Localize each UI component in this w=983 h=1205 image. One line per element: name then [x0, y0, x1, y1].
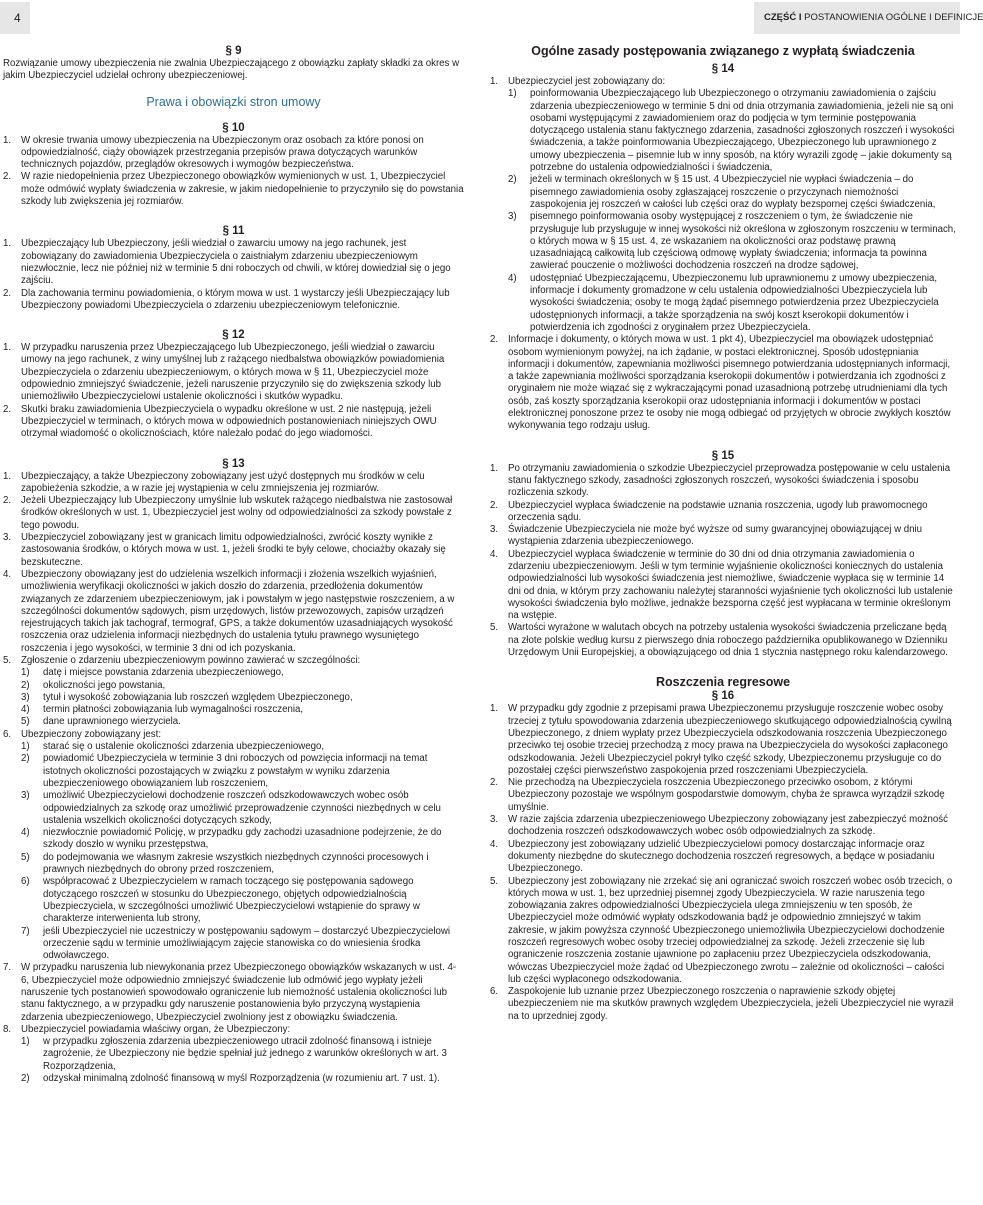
item-text: Ubezpieczyciel wypłaca świadczenie w terminie do 30 dni od dnia otrzymania zawiadomienia o zdarzeniu ubezpieczeniowym. Jeśli w tym terminie wyjaśnienie okoliczności koniecznych do ustalenia odpowiedzialności lub wysokości świadczenia jest niemożliwe, świadczenie wypłaca się w terminie 14 dni od dnia, w którym przy zachowaniu należytej staranności wyjaśnienie tych okoliczności lub ustalenie wysokości świadczenia było możliwe, jednakże bezsporna część jest wypłacana w terminie określonym na wstępie.	[508, 548, 953, 622]
section-13-item-5-sub-3: 3) tytuł i wysokość zobowiązania lub roszczeń względem Ubezpieczonego,	[21, 691, 353, 703]
section-13-item-7: 7. W przypadku naruszenia lub niewykonania przez Ubezpieczonego obowiązków wskazanych w ust. 4-6, Ubezpieczyciel może odpowiednio zmniejszyć świadczenie lub odmówić jego wypłaty jeżeli naruszenie tych postanowień spowodowało ograniczenie lub niemożność ustalenia okoliczności lub stanu faktycznego, a w przypadku gdy naruszenie postanowienia było przyczyną wystąpienia zdarzenia ubezpieczeniowego, Ubezpieczyciel zwolniony jest z obowiązku świadczenia.	[3, 962, 457, 1023]
section-15-title: § 15	[711, 449, 735, 462]
section-16-item-3: 3. W razie zajścia zdarzenia ubezpieczeniowego Ubezpieczony zobowiązany jest zabezpieczyć możność dochodzenia roszczeń odszkodowawczych wobec osób odpowiedzialnych za szkodę.	[490, 814, 948, 838]
item-text: Ubezpieczyciel wypłaca świadczenie na podstawie uznania roszczenia, ugody lub prawomocnego orzeczenia sądu.	[508, 499, 928, 523]
subitem-text: współpracować z Ubezpieczycielem w ramach toczącego się postępowania sądowego dotyczącego roszczeń w stosunku do Ubezpieczonego, objętych odpowiedzialnością Ubezpieczyciela, w szczególności umożliwić Ubezpieczycielowi wstąpienie do sprawy w charakterze interwenienta lub strony,	[43, 876, 420, 925]
section-13-item-6: 6. Ubezpieczony zobowiązany jest:	[3, 728, 162, 740]
subitem-text: odzyskał minimalną zdolność finansową w myśl Rozporządzenia (w rozumieniu art. 7 ust. 1).	[43, 1073, 440, 1085]
item-text: W przypadku naruszenia przez Ubezpieczającego lub Ubezpieczonego, jeśli wiedział o zawarciu umowy na jego rachunek, z winy umyślnej lub z rażącego niedbalstwa obowiązków powiadomienia Ubezpieczyciela o zdarzeniu ubezpieczeniowym, o których mowa w § 11, Ubezpieczyciel może odpowiednio zmniejszyć świadczenie, jeżeli naruszenie przyczyniło się do zwiększenia szkody lub uniemożliwiło Ubezpieczycielowi ustalenie okoliczności i skutków wypadku.	[21, 342, 445, 403]
section-13-title: § 13	[222, 457, 245, 470]
section-11-title: § 11	[222, 225, 245, 238]
section-16-item-2: 2. Nie przechodzą na Ubezpieczyciela roszczenia Ubezpieczonego przeciwko osobom, z którymi Ubezpieczony pozostaje we wspólnym gospodarstwie domowym, chyba że sprawca wyrządził szkodę umyślnie.	[490, 777, 945, 813]
subitem-text: udostępniać Ubezpieczającemu, Ubezpieczonemu lub uprawnionemu z umowy ubezpieczenia, informacje i dokumenty gromadzone w celu ustalenia odpowiedzialności Ubezpieczyciela lub wysokości świadczenia; osoby te mogą żądać pisemnego potwierdzenia przez Ubezpieczyciela udostępnionych informacji, a także sporządzenia na swój koszt kserokopii dokumentów i potwierdzenia ich zgodności z oryginałem przez Ubezpieczyciela.	[530, 272, 939, 333]
item-text: Informacje i dokumenty, o których mowa w ust. 1 pkt 4), Ubezpieczyciel ma obowiązek udostępniać osobom wymienionym powyżej, na ich żądanie, w postaci elektronicznej. Sposób udostępniania informacji i dokumentów, zapewniania możliwości pisemnego potwierdzania udostępnianych informacji, a także zapewniania możliwości sporządzania kserokopii dokumentów i potwierdzania ich zgodności z oryginałem nie może wiązać się z wykraczającymi ponad uzasadnioną potrzebę utrudnieniami dla tych osób, zaś koszty sporządzania kserokopii oraz udostępniania informacji i dokumentów w postaci elektronicznej ponoszone przez te osoby nie mogą odbiegać od przyjętych w obrocie zwykłych kosztów wykonywania tego rodzaju usług.	[508, 334, 951, 432]
item-text: W przypadku gdy zgodnie z przepisami prawa Ubezpieczonemu przysługuje roszczenie wobec osoby trzeciej z tytułu spowodowania zdarzenia ubezpieczeniowego skutkującego odpowiedzialnością cywilną Ubezpieczonego, z dniem wypłaty przez Ubezpieczyciela odszkodowania roszczenia Ubezpieczonego przeciwko tej osobie trzeciej przechodzą z mocy prawa na Ubezpieczyciela do wysokości zapłaconego odszkodowania. Jeżeli Ubezpieczyciel pokrył tylko część szkody, Ubezpieczonemu przysługuje co do pozostałej części pierwszeństwo zaspokojenia przed roszczeniami Ubezpieczyciela.	[508, 703, 952, 776]
section-13-item-1: 1. Ubezpieczający, a także Ubezpieczony zobowiązany jest użyć dostępnych mu środków w celu zapobieżenia szkodzie, a w razie jej wystąpienia w celu zmniejszenia jej rozmiarów.	[3, 470, 425, 494]
item-text: Ubezpieczony jest zobowiązany udzielić Ubezpieczycielowi pomocy dostarczając informacje oraz dokumenty niezbędne do skutecznego dochodzenia roszczeń regresowych, a będące w posiadaniu Ubezpieczonego.	[508, 838, 935, 875]
section-15-item-4: 4. Ubezpieczyciel wypłaca świadczenie w terminie do 30 dni od dnia otrzymania zawiadomienia o zdarzeniu ubezpieczeniowym. Jeśli w tym terminie wyjaśnienie okoliczności koniecznych do ustalenia odpowiedzialności lub wysokości świadczenia jest niemożliwe, świadczenie wypłaca się w terminie 14 dni od dnia, w którym przy zachowaniu należytej staranności wyjaśnienie tych okoliczności lub ustalenie wysokości świadczenia było możliwe, jednakże bezsporna część jest wypłacana w terminie określonym na wstępie.	[490, 548, 953, 622]
subitem-text: jeśli Ubezpieczyciel nie uczestniczy w postępowaniu sądowym – dostarczyć Ubezpieczycielowi orzeczenie sądu w terminie umożliwiającym zajęcie stanowiska co do wniesienia środka odwoławczego.	[43, 925, 451, 962]
section-10-item-2: 2. W razie niedopełnienia przez Ubezpieczonego obowiązków wymienionych w ust. 1, Ubezpieczyciel może odmówić wypłaty świadczenia w zakresie, w jakim niedopełnienie to przyczyniło się do powstania szkody lub zwiększenia jej rozmiarów.	[3, 171, 464, 208]
item-text: Ubezpieczający, a także Ubezpieczony zobowiązany jest użyć dostępnych mu środków w celu zapobieżenia szkodzie, a w razie jej wystąpienia w celu zmniejszenia jej rozmiarów.	[21, 470, 425, 494]
subitem-text: poinformowania Ubezpieczającego lub Ubezpieczonego o otrzymaniu zawiadomienia o zajściu zdarzenia ubezpieczeniowego w terminie 5 dni od dnia otrzymania zawiadomienia, jeżeli nie są oni osobami występującymi z zawiadomieniem oraz do podjęcia w tym terminie postępowania dotyczącego ustalenia stanu faktycznego zdarzenia, zasadności zgłoszonych roszczeń i wysokości świadczenia, a także poinformowania Ubezpieczającego, Ubezpieczonego lub uprawnionego z umowy ubezpieczenia – pisemnie lub w inny sposób, na który wyrazili zgodę – jakie dokumenty są potrzebne do ustalenia odpowiedzialności i świadczenia,	[530, 88, 955, 174]
item-text: Ubezpieczony jest zobowiązany nie zrzekać się ani ograniczać swoich roszczeń wobec osób trzecich, o których mowa w ust. 1, bez uprzedniej pisemnej zgody Ubezpieczyciela. W razie naruszenia tego zobowiązania zakres odpowiedzialności Ubezpieczyciela ulega zmniejszeniu w ten sposób, że Ubezpieczyciel może odmówić wypłaty odszkodowania bądź je odpowiednio zmniejszyć w takim zakresie, w jakim powyższa czynność Ubezpieczonego uniemożliwiła Ubezpieczycielowi dochodzenie roszczeń regresowych wobec osoby trzeciej odpowiedzialnej za szkodę. Jeżeli zrzeczenie się lub ograniczenie roszczenia zostanie ujawnione po zapłaceniu przez Ubezpieczyciela odszkodowania, wówczas Ubezpieczyciel może żądać od Ubezpieczonego zwrotu – zależnie od okoliczności – całości lub części wypłaconego odszkodowania.	[508, 875, 953, 985]
section-13-item-5-sub-2: 2) okoliczności jego powstania,	[21, 679, 166, 691]
section-13-item-2: 2. Jeżeli Ubezpieczający lub Ubezpieczony umyślnie lub wskutek rażącego niedbalstwa nie zastosował środków określonych w ust. 1, Ubezpieczyciel jest wolny od odpowiedzialności za szkody powstałe z tego powodu.	[3, 495, 453, 531]
section-14-item-1-sub-3: 3) pisemnego poinformowania osoby występującej z roszczeniem o tym, że świadczenie nie przysługuje lub przysługuje w innej wysokości niż określona w zgłoszonym roszczeniu w terminach, o których mowa w § 15 ust. 4, ze wskazaniem na okoliczności oraz podstawę prawną uzasadniającą całkowitą lub częściową odmowę wypłaty świadczenia; informacja ta powinna zawierać pouczenie o możliwości dochodzenia roszczeń na drodze sądowej,	[508, 211, 956, 272]
item-text: Jeżeli Ubezpieczający lub Ubezpieczony umyślnie lub wskutek rażącego niedbalstwa nie zastosował środków określonych w ust. 1, Ubezpieczyciel jest wolny od odpowiedzialności za szkody powstałe z tego powodu.	[21, 495, 453, 531]
item-text: Ubezpieczony obowiązany jest do udzielenia wszelkich informacji i złożenia wszelkich wyjaśnień, umożliwienia weryfikacji okoliczności w jakich doszło do zdarzenia, przedłożenia dokumentów związanych ze zdarzeniem ubezpieczeniowym, jak i powstałym w jego następstwie roszczeniem, a w szczególności dokumentów sądowych, pism urzędowych, listów przewozowych, zapisów urządzeń rejestrujących takich jak tachograf, termograf, GPS, a także dokumentów uzasadniających wysokość roszczenia oraz udzielenia informacji niezbędnych do ustalenia tytułu prawnego wysuniętego roszczenia i jego wysokości, w terminie 3 dni od ich pozyskania.	[21, 568, 455, 654]
section-13-item-8-sub-2: 2) odzyskał minimalną zdolność finansową w myśl Rozporządzenia (w rozumieniu art. 7 ust. 1).	[21, 1073, 440, 1085]
section-12-title: § 12	[222, 329, 245, 342]
heading-ogolne-zasady: Ogólne zasady postępowania związanego z wypłatą świadczenia	[531, 44, 915, 58]
section-13-item-6-sub-3: 3) umożliwić Ubezpieczycielowi dochodzenie roszczeń odszkodowawczych wobec osób odpowiedzialnych za szkodę oraz umożliwić przeprowadzenie czynności niezbędnych w celu ustalenia wszelkich okoliczności dotyczących szkody,	[21, 790, 441, 826]
item-text: Ubezpieczony zobowiązany jest:	[21, 728, 162, 740]
section-13-item-6-sub-6: 6) współpracować z Ubezpieczycielem w ramach toczącego się postępowania sądowego dotyczącego roszczeń w stosunku do Ubezpieczonego, objętych odpowiedzialnością Ubezpieczyciela, w szczególności umożliwić Ubezpieczycielowi wstąpienie do sprawy w charakterze interwenienta lub strony,	[21, 876, 420, 925]
section-16-item-4: 4. Ubezpieczony jest zobowiązany udzielić Ubezpieczycielowi pomocy dostarczając informacje oraz dokumenty niezbędne do skutecznego dochodzenia roszczeń regresowych, a będące w posiadaniu Ubezpieczonego.	[490, 838, 935, 875]
subitem-text: starać się o ustalenie okoliczności zdarzenia ubezpieczeniowego,	[43, 741, 325, 753]
section-12-item-1: 1. W przypadku naruszenia przez Ubezpieczającego lub Ubezpieczonego, jeśli wiedział o zawarciu umowy na jego rachunek, z winy umyślnej lub z rażącego niedbalstwa obowiązków powiadomienia Ubezpieczyciela o zdarzeniu ubezpieczeniowym, o których mowa w § 11, Ubezpieczyciel może odpowiednio zmniejszyć świadczenie, jeżeli naruszenie przyczyniło się do zwiększenia szkody lub uniemożliwiło Ubezpieczycielowi ustalenie okoliczności i skutków wypadku.	[3, 342, 445, 403]
item-text: Wartości wyrażone w walutach obcych na potrzeby ustalenia wysokości świadczenia przeliczane będą na złote polskie według kursu z pierwszego dnia roboczego października opublikowanego w Dzienniku Urzędowym Unii Europejskiej, a obowiązującego od dnia 1 stycznia następnego roku kalendarzowego.	[508, 622, 948, 659]
section-13-item-5-sub-4: 4) termin płatności zobowiązania lub wymagalności roszczenia,	[21, 704, 304, 716]
section-13-item-6-sub-4: 4) niezwłocznie powiadomić Policję, w przypadku gdy zachodzi uzasadnione podejrzenie, że do szkody doszło w wyniku przestępstwa,	[21, 827, 442, 851]
section-13-item-5: 5. Zgłoszenie o zdarzeniu ubezpieczeniowym powinno zawierać w szczególności:	[3, 654, 361, 666]
page-number-text: 4	[14, 11, 21, 25]
subitem-text: w przypadku zgłoszenia zdarzenia ubezpieczeniowego utracił zdolność finansową i istnieje zagrożenie, że Ubezpieczony nie będzie spełniał już jednego z warunków określonych w art. 3 Rozporządzenia,	[43, 1036, 447, 1072]
section-13-item-3: 3. Ubezpieczyciel zobowiązany jest w granicach limitu odpowiedzialności, zwrócić koszty wynikłe z zastosowania środków, o których mowa w ust. 1, jeżeli środki te były celowe, chociażby okazały się bezskuteczne.	[3, 532, 446, 568]
item-text: W przypadku naruszenia lub niewykonania przez Ubezpieczonego obowiązków wskazanych w ust. 4-6, Ubezpieczyciel może odpowiednio zmniejszyć świadczenie lub odmówić jego wypłaty jeżeli naruszenie tych postanowień spowodowało ograniczenie lub niemożność ustalenia okoliczności lub stanu faktycznego, a w przypadku gdy naruszenie postanowienia było przyczyną wystąpienia zdarzenia ubezpieczeniowego, Ubezpieczyciel zwolniony jest z obowiązku świadczenia.	[21, 962, 457, 1023]
running-header	[754, 2, 983, 34]
subitem-text: powiadomić Ubezpieczyciela w terminie 3 dni roboczych od powzięcia informacji na temat istotnych okoliczności pozostających w związku z powstałym w wyniku zdarzenia ubezpieczeniowego obowiązaniem lub roszczeniem,	[43, 753, 428, 789]
item-text: Zaspokojenie lub uznanie przez Ubezpieczonego roszczenia o naprawienie szkody objętej ubezpieczeniem nie ma skutków prawnych względem Ubezpieczyciela, jeżeli Ubezpieczyciel nie wyraził na to uprzedniej zgody.	[508, 986, 954, 1022]
item-text: W razie niedopełnienia przez Ubezpieczonego obowiązków wymienionych w ust. 1, Ubezpieczyciel może odmówić wypłaty świadczenia w zakresie, w jakim niedopełnienie to przyczyniło się do powstania szkody lub zwiększenia jej rozmiarów.	[21, 171, 464, 208]
section-16-item-5: 5. Ubezpieczony jest zobowiązany nie zrzekać się ani ograniczać swoich roszczeń wobec osób trzecich, o których mowa w ust. 1, bez uprzedniej pisemnej zgody Ubezpieczyciela. W razie naruszenia tego zobowiązania zakres odpowiedzialności Ubezpieczyciela ulega zmniejszeniu w ten sposób, że Ubezpieczyciel może odmówić wypłaty odszkodowania bądź je odpowiednio zmniejszyć w takim zakresie, w jakim powyższa czynność Ubezpieczonego uniemożliwiła Ubezpieczycielowi dochodzenie roszczeń regresowych wobec osoby trzeciej odpowiedzialnej za szkodę. Jeżeli zrzeczenie się lub ograniczenie roszczenia zostanie ujawnione po zapłaceniu przez Ubezpieczyciela odszkodowania, wówczas Ubezpieczyciel może żądać od Ubezpieczonego zwrotu – zależnie od okoliczności – całości lub części wypłaconego odszkodowania.	[490, 875, 953, 985]
section-9-text: Rozwiązanie umowy ubezpieczenia nie zwalnia Ubezpieczającego z obowiązku zapłaty składki za okres w jakim Ubezpieczyciel udzielał ochrony ubezpieczeniowej.	[3, 58, 460, 82]
section-10-title: § 10	[222, 121, 245, 134]
section-13-item-6-sub-1: 1) starać się o ustalenie okoliczności zdarzenia ubezpieczeniowego,	[21, 741, 325, 753]
section-15-item-1: 1. Po otrzymaniu zawiadomienia o szkodzie Ubezpieczyciel przeprowadza postępowanie w celu ustalenia stanu faktycznego szkody, zasadności zgłoszonych roszczeń, wysokości świadczenia i sposobu rozliczenia szkody.	[490, 462, 951, 499]
subitem-text: do podejmowania we własnym zakresie wszystkich niezbędnych czynności procesowych i prawnych niezbędnych do obrony przed roszczeniem,	[43, 851, 429, 876]
item-text: W okresie trwania umowy ubezpieczenia na Ubezpieczonym oraz osobach za które ponosi on odpowiedzialność, ciąży obowiązek przestrzegania przepisów prawa dotyczących warunków technicznych pojazdów, przeglądów okresowych i wymogów bezpieczeństwa.	[21, 134, 424, 171]
section-13-item-4: 4. Ubezpieczony obowiązany jest do udzielenia wszelkich informacji i złożenia wszelkich wyjaśnień, umożliwienia weryfikacji okoliczności w jakich doszło do zdarzenia, przedłożenia dokumentów związanych ze zdarzeniem ubezpieczeniowym, jak i powstałym w jego następstwie roszczeniem, a w szczególności dokumentów sądowych, pism urzędowych, listów przewozowych, zapisów urządzeń rejestrujących takich jak tachograf, termograf, GPS, a także dokumentów uzasadniających wysokość roszczenia oraz udzielenia informacji niezbędnych do ustalenia tytułu prawnego wysuniętego roszczenia i jego wysokości, w terminie 3 dni od ich pozyskania.	[3, 568, 455, 654]
section-14-item-2: 2. Informacje i dokumenty, o których mowa w ust. 1 pkt 4), Ubezpieczyciel ma obowiązek udostępniać osobom wymienionym powyżej, na ich żądanie, w postaci elektronicznej. Sposób udostępniania informacji i dokumentów, zapewniania możliwości pisemnego potwierdzania udostępnianych informacji, a także zapewniania możliwości sporządzania kserokopii dokumentów i potwierdzania ich zgodności z oryginałem nie może wiązać się z wykraczającymi ponad uzasadnioną potrzebę utrudnieniami dla tych osób, zaś koszty sporządzania kserokopii oraz udostępniania informacji i dokumentów w postaci elektronicznej ponoszone przez te osoby nie mogą odbiegać od przyjętych w obrocie zwykłych kosztów wykonywania tego rodzaju usług.	[490, 334, 951, 432]
section-16-item-6: 6. Zaspokojenie lub uznanie przez Ubezpieczonego roszczenia o naprawienie szkody objętej ubezpieczeniem nie ma skutków prawnych względem Ubezpieczyciela, jeżeli Ubezpieczyciel nie wyraził na to uprzedniej zgody.	[490, 986, 954, 1022]
subitem-text: umożliwić Ubezpieczycielowi dochodzenie roszczeń odszkodowawczych wobec osób odpowiedzialnych za szkodę oraz umożliwić przeprowadzenie czynności niezbędnych w celu ustalenia wszelkich okoliczności dotyczących szkody,	[43, 790, 441, 826]
item-text: Ubezpieczyciel powiadamia właściwy organ, że Ubezpieczony:	[21, 1023, 291, 1035]
item-text: Ubezpieczyciel zobowiązany jest w granicach limitu odpowiedzialności, zwrócić koszty wynikłe z zastosowania środków, o których mowa w ust. 1, jeżeli środki te były celowe, chociażby okazały się bezskuteczne.	[21, 532, 446, 568]
section-13-item-5-sub-5: 5) dane uprawnionego wierzyciela.	[21, 716, 181, 728]
section-16-item-1: 1. W przypadku gdy zgodnie z przepisami prawa Ubezpieczonemu przysługuje roszczenie wobec osoby trzeciej z tytułu spowodowania zdarzenia ubezpieczeniowego skutkującego odpowiedzialnością cywilną Ubezpieczonego, z dniem wypłaty przez Ubezpieczyciela odszkodowania roszczenia Ubezpieczonego przeciwko tej osobie trzeciej przechodzą z mocy prawa na Ubezpieczyciela do wysokości zapłaconego odszkodowania. Jeżeli Ubezpieczyciel pokrył tylko część szkody, Ubezpieczonemu przysługuje co do pozostałej części pierwszeństwo zaspokojenia przed roszczeniami Ubezpieczyciela.	[490, 703, 952, 776]
section-16-title: § 16	[711, 690, 735, 703]
part-title: POSTANOWIENIA OGÓLNE I DEFINICJE	[804, 12, 983, 23]
item-text: Świadczenie Ubezpieczyciela nie może być wyższe od sumy gwarancyjnej obowiązującej w dniu wystąpienia zdarzenia ubezpieczeniowego.	[508, 524, 923, 548]
subitem-text: niezwłocznie powiadomić Policję, w przypadku gdy zachodzi uzasadnione podejrzenie, że do szkody doszło w wyniku przestępstwa,	[43, 827, 442, 851]
section-9-title: § 9	[225, 45, 242, 57]
item-text: Zgłoszenie o zdarzeniu ubezpieczeniowym powinno zawierać w szczególności:	[21, 654, 361, 666]
section-11-item-2: 2. Dla zachowania terminu powiadomienia, o którym mowa w ust. 1 wystarczy jeśli Ubezpieczający lub Ubezpieczony powiadomi Ubezpieczyciela o zdarzeniu ubezpieczeniowym telefonicznie.	[3, 287, 450, 311]
heading-roszczenia-regresowe: Roszczenia regresowe	[655, 675, 791, 690]
section-13-item-6-sub-2: 2) powiadomić Ubezpieczyciela w terminie 3 dni roboczych od powzięcia informacji na temat istotnych okoliczności pozostających w związku z powstałym w wyniku zdarzenia ubezpieczeniowego obowiązaniem lub roszczeniem,	[21, 753, 428, 789]
item-text: Nie przechodzą na Ubezpieczyciela roszczenia Ubezpieczonego przeciwko osobom, z którymi Ubezpieczony pozostaje we wspólnym gospodarstwie domowym, chyba że sprawca wyrządził szkodę umyślnie.	[508, 777, 945, 813]
subitem-text: termin płatności zobowiązania lub wymagalności roszczenia,	[43, 704, 304, 716]
section-14-item-1-sub-4: 4) udostępniać Ubezpieczającemu, Ubezpieczonemu lub uprawnionemu z umowy ubezpieczenia, informacje i dokumenty gromadzone w celu ustalenia odpowiedzialności Ubezpieczyciela lub wysokości świadczenia; osoby te mogą żądać pisemnego potwierdzenia przez Ubezpieczyciela udostępnionych informacji, a także sporządzenia na swój koszt kserokopii dokumentów i potwierdzenia ich zgodności z oryginałem przez Ubezpieczyciela.	[508, 272, 939, 333]
section-13-item-8-sub-1: 1) w przypadku zgłoszenia zdarzenia ubezpieczeniowego utracił zdolność finansową i istnieje zagrożenie, że Ubezpieczony nie będzie spełniał już jednego z warunków określonych w art. 3 Rozporządzenia,	[21, 1036, 447, 1072]
subitem-text: datę i miejsce powstania zdarzenia ubezpieczeniowego,	[43, 667, 284, 679]
section-14-item-1-sub-2: 2) jeżeli w terminach określonych w § 15 ust. 4 Ubezpieczyciel nie wypłaci świadczenia – do pisemnego zawiadomienia osoby zgłaszającej roszczenie o przyczynach niemożności zaspokojenia jej roszczeń w całości lub części oraz do wypłaty bezspornej części świadczenia,	[508, 174, 936, 210]
section-14-item-1-sub-1: 1) poinformowania Ubezpieczającego lub Ubezpieczonego o otrzymaniu zawiadomienia o zajściu zdarzenia ubezpieczeniowego w terminie 5 dni od dnia otrzymania zawiadomienia, jeżeli nie są oni osobami występującymi z zawiadomieniem oraz do podjęcia w tym terminie postępowania dotyczącego ustalenia stanu faktycznego zdarzenia, zasadności zgłoszonych roszczeń i wysokości świadczenia, a także poinformowania Ubezpieczającego, Ubezpieczonego lub uprawnionego z umowy ubezpieczenia – pisemnie lub w inny sposób, na który wyrazili zgodę – jakie dokumenty są potrzebne do ustalenia odpowiedzialności i świadczenia,	[508, 88, 955, 174]
section-15-item-2: 2. Ubezpieczyciel wypłaca świadczenie na podstawie uznania roszczenia, ugody lub prawomocnego orzeczenia sądu.	[490, 499, 928, 523]
section-15-item-3: 3. Świadczenie Ubezpieczyciela nie może być wyższe od sumy gwarancyjnej obowiązującej w dniu wystąpienia zdarzenia ubezpieczeniowego.	[490, 524, 923, 548]
section-13-item-6-sub-7: 7) jeśli Ubezpieczyciel nie uczestniczy w postępowaniu sądowym – dostarczyć Ubezpieczycielowi orzeczenie sądu w terminie umożliwiającym zajęcie stanowiska co do wniesienia środka odwoławczego.	[21, 925, 451, 962]
item-text: Skutki braku zawiadomienia Ubezpieczyciela o wypadku określone w ust. 2 nie następują, jeżeli Ubezpieczyciel w terminach, o których mowa w odpowiednich postanowieniach niniejszych OWU otrzymał wiadomość o okolicznościach, które należało podać do jego wiadomości.	[21, 403, 437, 440]
section-13-item-5-sub-1: 1) datę i miejsce powstania zdarzenia ubezpieczeniowego,	[21, 667, 284, 679]
subitem-text: okoliczności jego powstania,	[43, 679, 166, 691]
item-text: Po otrzymaniu zawiadomienia o szkodzie Ubezpieczyciel przeprowadza postępowanie w celu ustalenia stanu faktycznego szkody, zasadności zgłoszonych roszczeń, wysokości świadczenia i sposobu rozliczenia szkody.	[508, 462, 951, 499]
item-text: Ubezpieczający lub Ubezpieczony, jeśli wiedział o zawarciu umowy na jego rachunek, jest zobowiązany do zawiadomienia Ubezpieczyciela o zaistniałym zdarzeniu ubezpieczeniowym niezwłocznie, lecz nie później niż w terminie 5 dni roboczych od chwili, w której dowiedział się o jego zajściu.	[21, 238, 451, 287]
subitem-text: jeżeli w terminach określonych w § 15 ust. 4 Ubezpieczyciel nie wypłaci świadczenia – do pisemnego zawiadomienia osoby zgłaszającej roszczenie o przyczynach niemożności zaspokojenia jej roszczeń w całości lub części oraz do wypłaty bezspornej części świadczenia,	[530, 174, 936, 210]
section-13-item-8: 8. Ubezpieczyciel powiadamia właściwy organ, że Ubezpieczony:	[3, 1023, 291, 1035]
left-column	[3, 44, 464, 1085]
heading-prawa-obowiazki: Prawa i obowiązki stron umowy	[146, 94, 321, 109]
section-15-item-5: 5. Wartości wyrażone w walutach obcych na potrzeby ustalenia wysokości świadczenia przeliczane będą na złote polskie według kursu z pierwszego dnia roboczego października opublikowanego w Dzienniku Urzędowym Unii Europejskiej, a obowiązującego od dnia 1 stycznia następnego roku kalendarzowego.	[490, 622, 948, 659]
section-13-item-6-sub-5: 5) do podejmowania we własnym zakresie wszystkich niezbędnych czynności procesowych i prawnych niezbędnych do obrony przed roszczeniem,	[21, 851, 429, 876]
section-11-item-1: 1. Ubezpieczający lub Ubezpieczony, jeśli wiedział o zawarciu umowy na jego rachunek, jest zobowiązany do zawiadomienia Ubezpieczyciela o zaistniałym zdarzeniu ubezpieczeniowym niezwłocznie, lecz nie później niż w terminie 5 dni roboczych od chwili, w której dowiedział się o jego zajściu.	[3, 238, 451, 287]
item-text: Dla zachowania terminu powiadomienia, o którym mowa w ust. 1 wystarczy jeśli Ubezpieczający lub Ubezpieczony powiadomi Ubezpieczyciela o zdarzeniu ubezpieczeniowym telefonicznie.	[21, 287, 450, 311]
part-label: CZĘŚĆ I	[764, 12, 802, 23]
section-10-item-1: 1. W okresie trwania umowy ubezpieczenia na Ubezpieczonym oraz osobach za które ponosi on odpowiedzialność, ciąży obowiązek przestrzegania przepisów prawa dotyczących warunków technicznych pojazdów, przeglądów okresowych i wymogów bezpieczeństwa.	[3, 134, 424, 171]
right-column	[490, 44, 956, 1023]
item-text: Ubezpieczyciel jest zobowiązany do:	[508, 76, 666, 87]
subitem-text: dane uprawnionego wierzyciela.	[43, 716, 181, 728]
section-14-title: § 14	[711, 63, 735, 75]
item-text: W razie zajścia zdarzenia ubezpieczeniowego Ubezpieczony zobowiązany jest zabezpieczyć możność dochodzenia roszczeń odszkodowawczych wobec osób odpowiedzialnych za szkodę.	[508, 814, 948, 838]
page-number	[0, 2, 30, 34]
section-14-item-1: 1. Ubezpieczyciel jest zobowiązany do:	[490, 76, 666, 87]
section-12-item-2: 2. Skutki braku zawiadomienia Ubezpieczyciela o wypadku określone w ust. 2 nie następują, jeżeli Ubezpieczyciel w terminach, o których mowa w odpowiednich postanowieniach niniejszych OWU otrzymał wiadomość o okolicznościach, które należało podać do jego wiadomości.	[3, 403, 437, 440]
subitem-text: tytuł i wysokość zobowiązania lub roszczeń względem Ubezpieczonego,	[43, 691, 353, 703]
subitem-text: pisemnego poinformowania osoby występującej z roszczeniem o tym, że świadczenie nie przysługuje lub przysługuje w innej wysokości niż określona w zgłoszonym roszczeniu w terminach, o których mowa w § 15 ust. 4, ze wskazaniem na okoliczności oraz podstawę prawną uzasadniającą całkowitą lub częściową odmowę wypłaty świadczenia; informacja ta powinna zawierać pouczenie o możliwości dochodzenia roszczeń na drodze sądowej,	[530, 211, 956, 272]
